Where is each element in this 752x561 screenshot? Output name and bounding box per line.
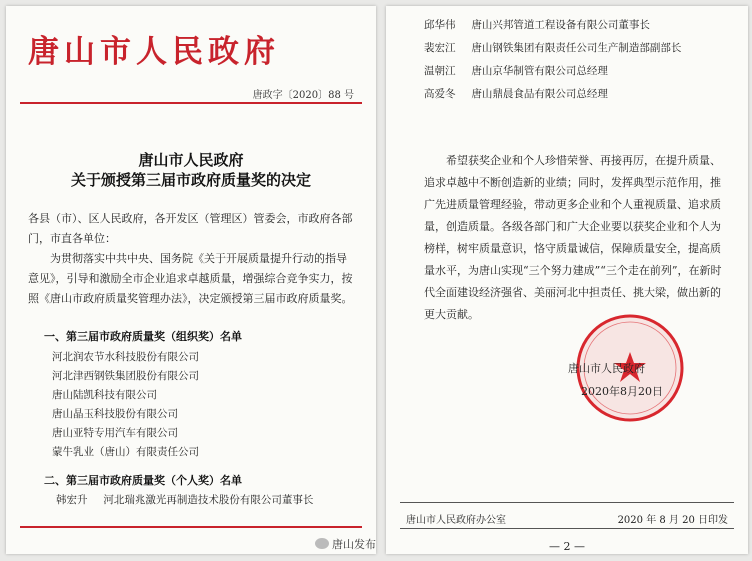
awardee-title: 唐山京华制管有限公司总经理 — [471, 65, 608, 77]
watermark-text: 唐山发布 — [332, 538, 376, 551]
awardee-name: 温朝江 — [424, 65, 456, 77]
awardee-name: 韩宏升 — [56, 494, 88, 506]
document-page-right — [386, 6, 748, 554]
footer-issue-date: 2020 年 8 月 20 日印发 — [617, 515, 728, 526]
wechat-icon — [315, 538, 329, 549]
awardee-name: 裴宏江 — [424, 42, 456, 54]
list-item: 唐山亚特专用汽车有限公司 — [52, 427, 178, 439]
document-page-left — [6, 6, 376, 554]
footer-office: 唐山市人民政府办公室 — [406, 515, 506, 526]
footer-bottom-rule — [400, 528, 734, 529]
list-item — [424, 83, 681, 106]
list-item: 唐山陆凯科技有限公司 — [52, 389, 157, 401]
footer-top-rule — [400, 502, 734, 503]
awardee-title: 唐山钢铁集团有限责任公司生产制造部副部长 — [471, 42, 682, 54]
section1-heading: 一、第三届市政府质量奖（组织奖）名单 — [44, 330, 242, 343]
awardee-name: 高爱冬 — [424, 88, 456, 100]
greeting-paragraph: 各县（市）、区人民政府，各开发区（管理区）管委会，市政府各部门，市直各单位： — [28, 212, 353, 245]
page-number: — 2 — — [549, 540, 585, 553]
masthead-title: 唐山市人民政府 — [28, 34, 280, 70]
list-item — [424, 60, 681, 83]
list-item: 唐山晶玉科技股份有限公司 — [52, 408, 178, 420]
seal-organization: 唐山市人民政府 — [568, 362, 645, 375]
list-item: 蒙牛乳业（唐山）有限责任公司 — [52, 446, 199, 458]
list-item — [424, 14, 681, 37]
watermark — [315, 536, 376, 552]
list-item: 河北津西钢铁集团股份有限公司 — [52, 370, 199, 382]
individual-award-row — [56, 492, 313, 507]
list-item: 河北润农节水科技股份有限公司 — [52, 351, 199, 363]
awardee-title: 河北瑞兆激光再制造技术股份有限公司董事长 — [103, 494, 314, 506]
awardee-name: 邱华伟 — [424, 19, 456, 31]
doc-title-line1: 唐山市人民政府 — [138, 151, 244, 169]
individual-award-list — [424, 14, 681, 106]
list-item — [424, 37, 681, 60]
section2-heading: 二、第三届市政府质量奖（个人奖）名单 — [44, 474, 242, 487]
closing-paragraph: 希望获奖企业和个人珍惜荣誉、再接再厉，在提升质量、追求卓越中不断创造新的业绩；同时，发挥典型示范作用，推广先进质量管理经验，带动更多企业和个人重视质量、追求质量，创造质量。各级各部门和广大企业要以获奖企业和个人为榜样，树牢质量意识，恪守质量诚信，保障质量安全，提高质量水平，为唐山实现“三个努力建成”“三个走在前列”，在新时代全面建设经济强省、美丽河北中担责任、挑大梁，做出新的更大贡献。 — [424, 154, 722, 321]
masthead-red-rule — [20, 102, 362, 104]
signature-date: 2020年8月20日 — [581, 385, 663, 398]
document-number: 唐政字〔2020〕88 号 — [252, 90, 354, 101]
org-award-list — [52, 348, 199, 462]
doc-title-line2: 关于颁授第三届市政府质量奖的决定 — [70, 171, 311, 189]
intro-paragraph: 为贯彻落实中共中央、国务院《关于开展质量提升行动的指导意见》，引导和激励全市企业追求卓越质量，增强综合竞争实力，按照《唐山市政府质量奖管理办法》，决定颁授第三届市政府质量奖。 — [28, 252, 353, 305]
awardee-title: 唐山鼎晨食品有限公司总经理 — [471, 88, 608, 100]
bottom-red-rule — [20, 526, 362, 528]
awardee-title: 唐山兴邦管道工程设备有限公司董事长 — [471, 19, 650, 31]
